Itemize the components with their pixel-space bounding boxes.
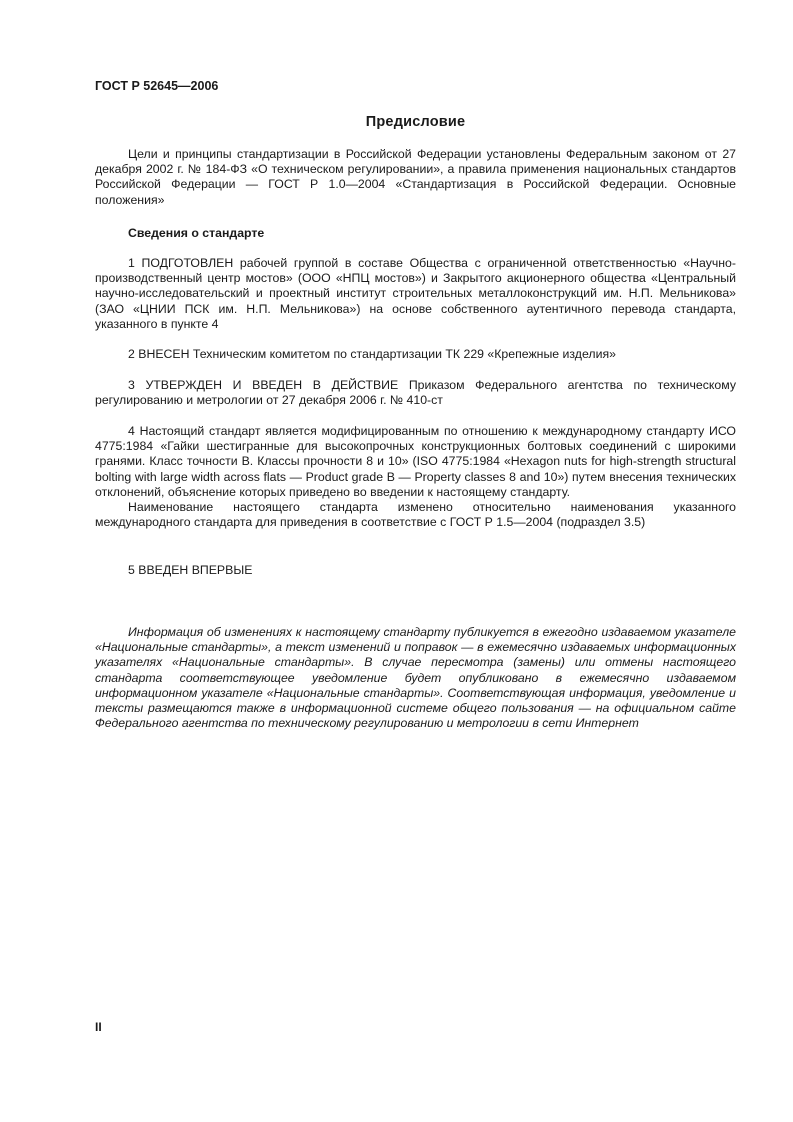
item-4-paragraph: 4 Настоящий стандарт является модифицированным по отношению к международному стандарту ИСО 4775:1984 «Гайки шестигранные для высокопрочных конструкционных болтовых соединений с широкими гранями. Класс точности B. Классы прочности 8 и 10» (ISO 4775:1984 «Hexagon nuts for high-strength structural bolting with large width across flats — Product grade B — Property classes 8 and 10») путем внесения технических отклонений, объяснение которых приведено во введении к настоящему стандарту.: [95, 424, 736, 499]
page-number: II: [95, 1020, 102, 1034]
info-notice-block: [95, 625, 736, 731]
section-heading: Сведения о стандарте: [128, 226, 265, 240]
item-4-note-paragraph: Наименование настоящего стандарта изменено относительно наименования указанного международного стандарта для приведения в соответствие с ГОСТ Р 1.5—2004 (подраздел 3.5): [95, 500, 736, 530]
item-2-paragraph: 2 ВНЕСЕН Техническим комитетом по стандартизации ТК 229 «Крепежные изделия»: [128, 347, 616, 361]
page-title: Предисловие: [365, 114, 466, 130]
item-4-block: [95, 424, 736, 530]
item-2-block: [95, 347, 736, 362]
item-3-block: [95, 378, 736, 408]
item-1-paragraph: 1 ПОДГОТОВЛЕН рабочей группой в составе Общества с ограниченной ответственностью «Научно-производственный центр мостов» (ООО «НПЦ мостов») и Закрытого акционерного общества «Центральный научно-исследовательский и проектный институт строительных металлоконструкций им. Н.П. Мельникова» (ЗАО «ЦНИИ ПСК им. Н.П. Мельникова») на основе собственного аутентичного перевода стандарта, указанного в пункте 4: [95, 256, 736, 331]
item-1-block: [95, 256, 736, 332]
item-3-paragraph: 3 УТВЕРЖДЕН И ВВЕДЕН В ДЕЙСТВИЕ Приказом Федерального агентства по техническому регулированию и метрологии от 27 декабря 2006 г. № 410-ст: [95, 378, 736, 408]
document-code: ГОСТ Р 52645—2006: [95, 79, 219, 93]
item-5-block: [95, 563, 736, 578]
document-page: [95, 0, 736, 1122]
info-notice-paragraph: Информация об изменениях к настоящему стандарту публикуется в ежегодно издаваемом указателе «Национальные стандарты», а текст изменений и поправок — в ежемесячно издаваемых информационных указателях «Национальные стандарты». В случае пересмотра (замены) или отмены настоящего стандарта соответствующее уведомление будет опубликовано в ежемесячно издаваемом информационном указателе «Национальные стандарты». Соответствующая информация, уведомление и тексты размещаются также в информационной системе общего пользования — на официальном сайте Федерального агентства по техническому регулированию и метрологии в сети Интернет: [95, 625, 736, 731]
intro-paragraph: Цели и принципы стандартизации в Российской Федерации установлены Федеральным законом от 27 декабря 2002 г. № 184-ФЗ «О техническом регулировании», а правила применения национальных стандартов Российской Федерации — ГОСТ Р 1.0—2004 «Стандартизация в Российской Федерации. Основные положения»: [95, 147, 736, 207]
intro-block: [95, 147, 736, 208]
item-5-paragraph: 5 ВВЕДЕН ВПЕРВЫЕ: [128, 563, 253, 577]
